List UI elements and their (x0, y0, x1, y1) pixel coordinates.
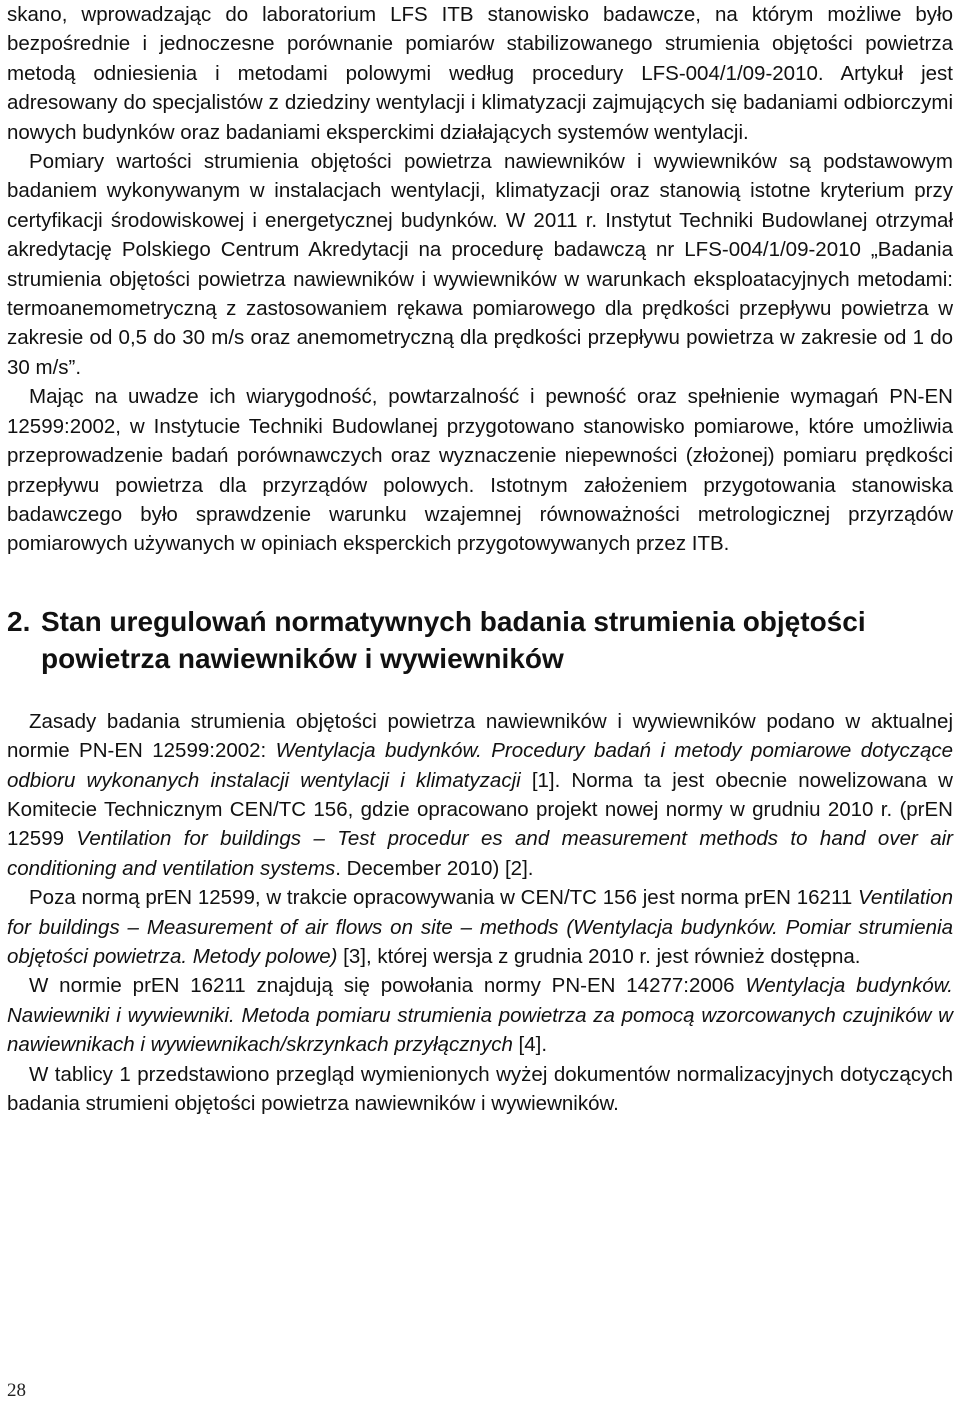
standard-title-italic: Ventilation for buildings – Measurement of air flows on site – methods (Wentylacja budynków. Pomiar strumienia objętości powietrza. Metody polowe) (7, 886, 953, 968)
section-title: Stan uregulowań normatywnych badania strumienia objętości powietrza nawiewników i wywiewników (41, 605, 866, 674)
standard-title-italic: Wentylacja budynków. Nawiewniki i wywiewniki. Metoda pomiaru strumienia powietrza za pomocą wzorcowanych czujników w nawiewnikach i wywiewnikach/skrzynkach przyłącznych (7, 974, 953, 1057)
paragraph-reliability: Mając na uwadze ich wiarygodność, powtarzalność i pewność oraz spełnienie wymagań PN-EN 12599:2002, w Instytucie Techniki Budowlanej przygotowano stanowisko pomiarowe, które umożliwia przeprowadzenie badań porównawczych oraz wyznaczenie niepewności (złożonej) pomiaru prędkości przepływu powietrza dla przyrządów polowych. Istotnym założeniem przygotowania stanowiska badawczego było sprawdzenie warunku wzajemnej równoważności metrologicznej przyrządów pomiarowych używanych w opiniach eksperckich przygotowywanych przez ITB. (7, 385, 953, 556)
text-run: [1]. Norma ta jest obecnie nowelizowana w Komitecie Technicznym CEN/TC 156, gdzie opracowano projekt nowej normy w grudniu 2010 r. (prEN 12599 (7, 768, 953, 851)
text-run: Zasady badania strumienia objętości powietrza nawiewników i wywiewników podano w aktualnej normie PN-EN 12599:2002: (7, 709, 953, 763)
section-heading (7, 603, 953, 677)
text-run: [3], której wersja z grudnia 2010 r. jest również dostępna. (337, 944, 861, 968)
paragraph-standards-intro (7, 707, 953, 883)
text-run: Poza normą prEN 12599, w trakcie opracowywania w CEN/TC 156 jest norma prEN 16211 (29, 886, 859, 910)
page-number: 28 (7, 1380, 26, 1401)
paragraph-intro-continuation: skano, wprowadzając do laboratorium LFS ITB stanowisko badawcze, na którym możliwe było bezpośrednie i jednoczesne porównanie pomiarów stabilizowanego strumienia objętości powietrza metodą odniesienia i metodami polowymi według procedury LFS-004/1/09-2010. Artykuł jest adresowany do specjalistów z dziedziny wentylacji i klimatyzacji zajmujących się badaniami odbiorczymi nowych budynków oraz badaniami eksperckimi działających systemów wentylacji. (7, 3, 953, 144)
paragraph-table-reference: W tablicy 1 przedstawiono przegląd wymienionych wyżej dokumentów normalizacyjnych dotyczących badania strumieni objętości powietrza nawiewników i wywiewników. (7, 1062, 953, 1115)
paragraph-measurements: Pomiary wartości strumienia objętości powietrza nawiewników i wywiewników są podstawowym badaniem wykonywanym w instalacjach wentylacji, klimatyzacji oraz stanowią istotne kryterium przy certyfikacji środowiskowej i energetycznej budynków. W 2011 r. Instytut Techniki Budowlanej otrzymał akredytację Polskiego Centrum Akredytacji na procedurę badawczą nr LFS-004/1/09-2010 „Badania strumienia objętości powietrza nawiewników i wywiewników w warunkach eksploatacyjnych metodami: termoanemometryczną z zastosowaniem rękawa pomiarowego dla prędkości przepływu powietrza w zakresie od 0,5 do 30 m/s oraz anemometryczną dla prędkości przepływu powietrza w zakresie od 1 do 30 m/s”. (7, 150, 953, 379)
text-run: W normie prEN 16211 znajdują się powołania normy PN-EN 14277:2006 (29, 974, 746, 998)
standard-title-italic: Ventilation for buildings – Test procedur es and measurement methods to hand over air conditioning and ventilation systems (7, 827, 953, 880)
paragraph-pren-16211 (7, 883, 953, 971)
text-run: . December 2010) [2]. (335, 856, 534, 880)
text-run: [4]. (512, 1033, 548, 1057)
section-number: 2. (7, 605, 31, 637)
document-page (7, 0, 953, 1118)
standard-title-italic: Wentylacja budynków. Procedury badań i metody pomiarowe dotyczące odbioru wykonanych instalacji wentylacji i klimatyzacji (7, 739, 954, 792)
paragraph-pn-en-14277 (7, 971, 953, 1059)
